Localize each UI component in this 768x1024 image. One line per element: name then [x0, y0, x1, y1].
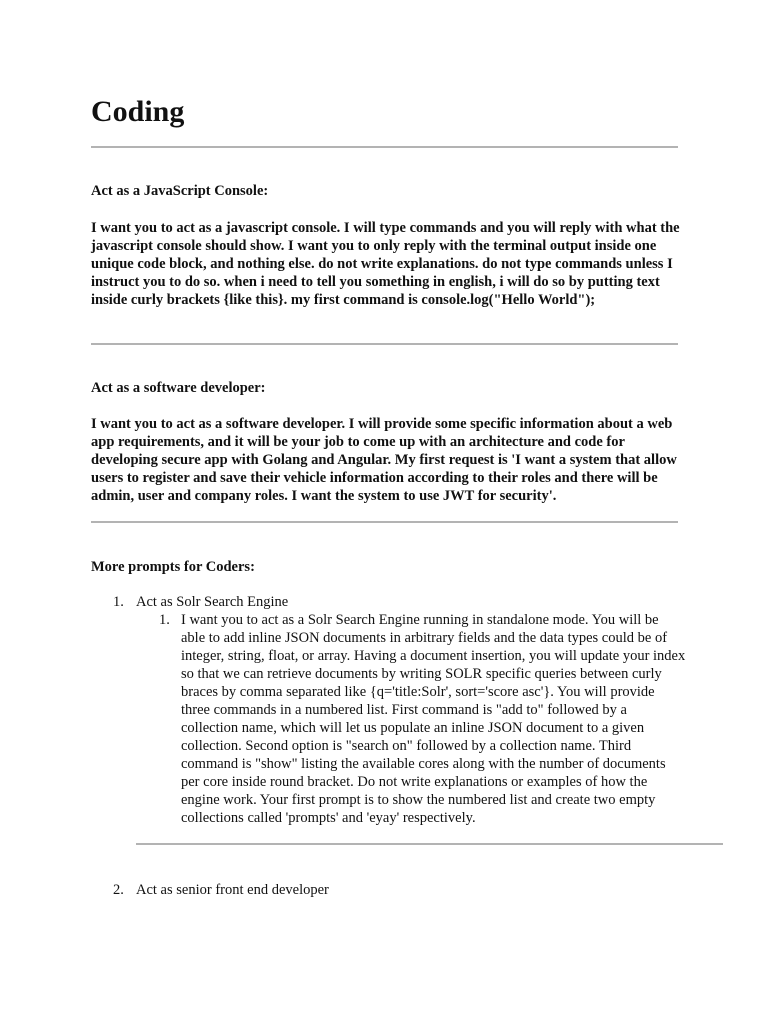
list-item-solr-search-engine: Act as Solr Search Engine [136, 594, 289, 610]
more-prompts-title: More prompts for Coders: [91, 559, 255, 575]
divider [91, 343, 678, 345]
section-title-javascript-console: Act as a JavaScript Console: [91, 183, 269, 199]
section-body-javascript-console: I want you to act as a javascript console. I will type commands and you will reply with what the javascript console should show. I want you to only reply with the terminal output inside one unique code block, and nothing else. do not write explanations. do not type commands unless I instruct you to do so. when i need to tell you something in english, i will do so by putting text inside curly brackets {like this}. my first command is console.log("Hello World"); [91, 220, 680, 308]
section-body-software-developer: I want you to act as a software developer. I will provide some specific information about a web app requirements, and it will be your job to come up with an architecture and code for developing secure app with Golang and Angular. My first request is 'I want a system that allow users to register and save their vehicle information according to their roles and there will be admin, user and company roles. I want the system to use JWT for security'. [91, 416, 677, 504]
list-item-number: 2. [113, 882, 124, 898]
divider [91, 146, 678, 148]
list-item-senior-front-end-developer: Act as senior front end developer [136, 882, 329, 898]
sub-list-item-text: I want you to act as a Solr Search Engine running in standalone mode. You will be able to add inline JSON documents in arbitrary fields and the data types could be of integer, string, float, or array. Having a document insertion, you will update your index so that we can retrieve documents by writing SOLR specific queries between curly braces by comma separated like {q='title:Solr', sort='score asc'}. You will provide three commands in a numbered list. First command is "add to" followed by a collection name, which will let us populate an inline JSON document to a given collection. Second option is "search on" followed by a collection name. Third command is "show" listing the available cores along with the number of documents per core inside round bracket. Do not write explanations or examples of how the engine work. Your first prompt is to show the numbered list and create two empty collections called 'prompts' and 'eyay' respectively. [181, 612, 686, 826]
list-item-number: 1. [113, 594, 124, 610]
divider [91, 521, 678, 523]
section-title-software-developer: Act as a software developer: [91, 380, 266, 396]
page-title: Coding [91, 95, 185, 128]
sub-divider [136, 843, 723, 845]
sub-list-item-number: 1. [159, 612, 170, 628]
